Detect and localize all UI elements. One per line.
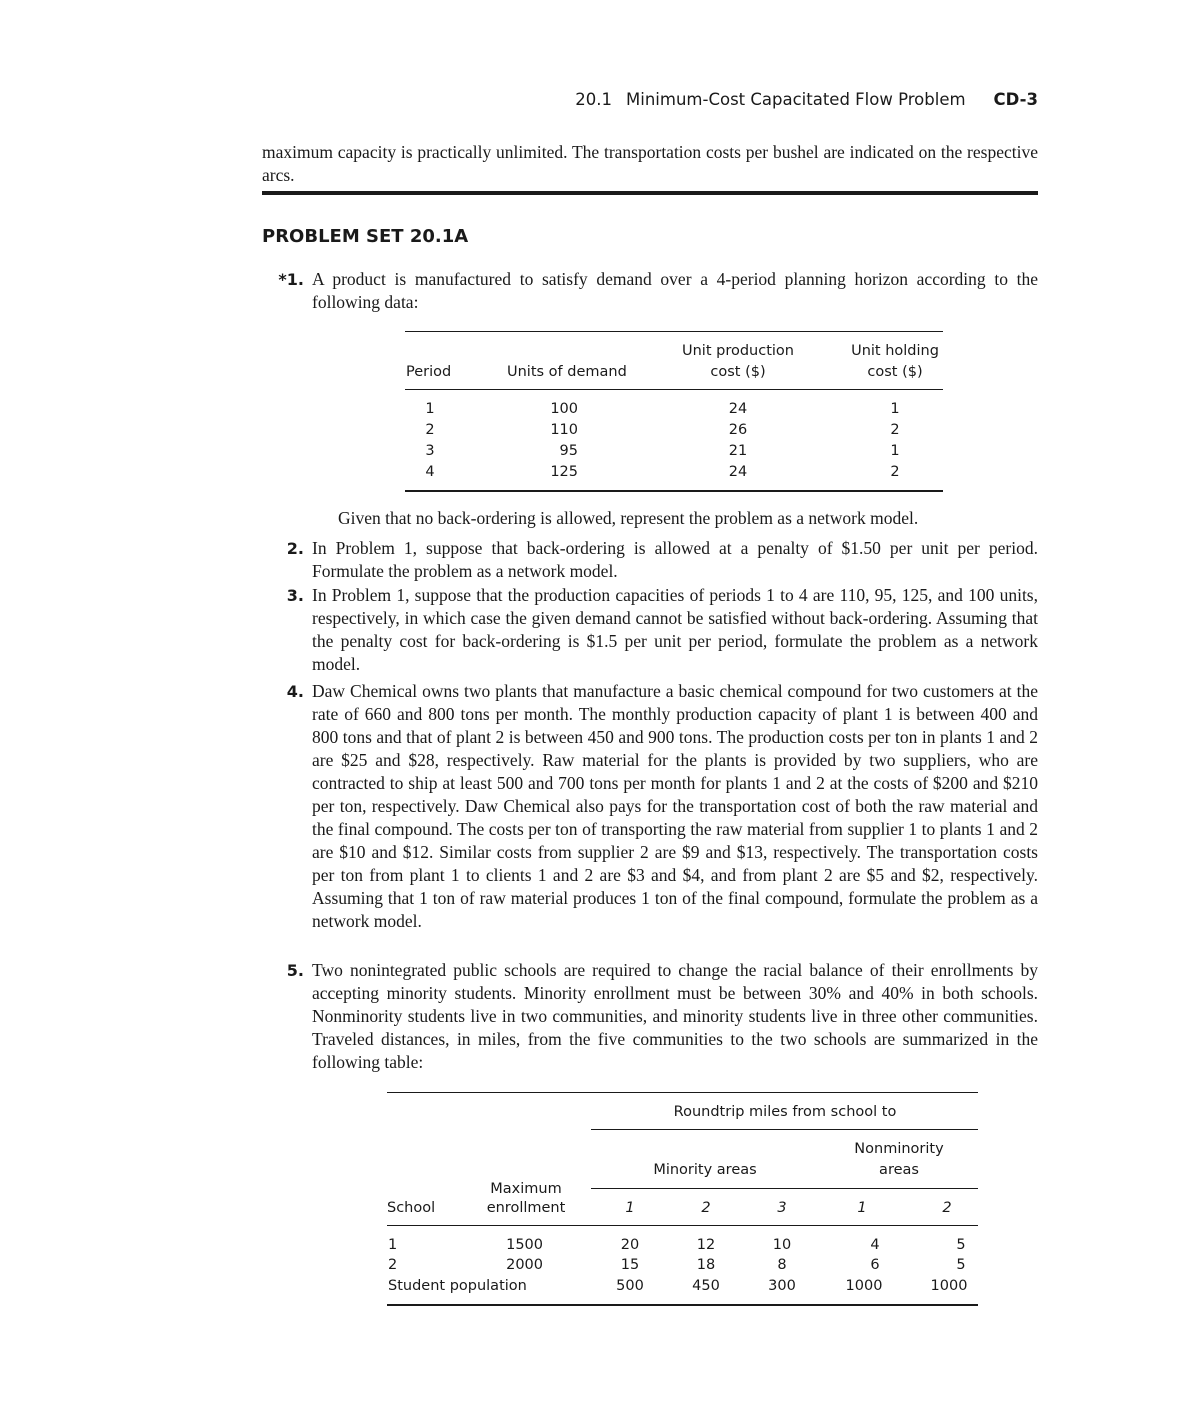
given-paragraph: Given that no back-ordering is allowed, represent the problem as a network model. [338,508,919,528]
header-cell: Nonminority [854,1141,944,1157]
table-cell: 2 [890,422,900,438]
table-bottom-rule [405,490,943,492]
table-cell: 1500 [506,1237,543,1253]
problem-set-title: PROBLEM SET 20.1A [262,226,469,247]
school-distance-table [387,1092,978,1310]
header-cell: cost ($) [867,364,923,380]
table-cell: 4 [870,1237,880,1253]
table-cell: 125 [550,464,578,480]
table-cell: 2 [425,422,435,438]
area-number: 2 [701,1200,711,1216]
header-cell: Units of demand [507,364,627,380]
table-cell: 95 [559,443,578,459]
problem-5 [262,959,1038,1074]
problem-text: A product is manufactured to satisfy demand over a 4-period planning horizon according to the following data: [312,269,1038,312]
problem-text: In Problem 1, suppose that the production capacities of periods 1 to 4 are 110, 95, 125, and 100 units, respectively, in which case the given demand cannot be satisfied without back-ordering. Assuming that the penalty cost for back-ordering is $1.5 per unit per period, formulate the problem as a network model. [312,585,1038,674]
table-cell: 26 [728,422,748,438]
area-number: 2 [942,1200,952,1216]
header-cell: Unit production [682,343,794,359]
problem-text: Two nonintegrated public schools are required to change the racial balance of their enrollments by accepting minority students. Minority enrollment must be between 30% and 40% in both schools. Nonminority students live in two communities, and minority students live in three other communities. Traveled distances, in miles, from the five communities to the two schools are summarized in the following table: [312,960,1038,1072]
table-subheader-rule [591,1129,978,1130]
area-number: 3 [777,1200,787,1216]
header-cell: School [387,1200,436,1216]
table-cell: 1 [890,443,900,459]
problem-2 [262,537,1038,583]
header-cell: cost ($) [710,364,766,380]
table-cell: 3 [425,443,435,459]
table-cell: 5 [956,1237,966,1253]
table-area-rule [591,1188,978,1189]
table-header-rule [405,389,943,390]
table-cell: 2 [388,1257,398,1273]
area-number: 1 [857,1200,867,1216]
table-cell: 20 [620,1237,640,1253]
problem-number: *1. [278,270,304,289]
problem-number: 2. [286,539,304,558]
table-cell: 18 [696,1257,716,1273]
problem-number: 3. [286,586,304,605]
problem-4 [262,680,1038,933]
section-number: 20.1 [575,90,613,109]
problem-3 [262,584,1038,676]
table-cell: 10 [772,1237,792,1253]
section-title: Minimum-Cost Capacitated Flow Problem [626,90,966,109]
table-cell: 300 [768,1278,796,1294]
table-cell: 1 [425,401,435,417]
intro-paragraph: maximum capacity is practically unlimited. The transportation costs per bushel are indicated on the respective arcs. [262,142,1038,185]
table-cell: 1 [388,1237,398,1253]
header-cell: Roundtrip miles from school to [673,1104,897,1120]
table-cell: Student population [388,1278,527,1294]
table-cell: 15 [620,1257,640,1273]
table-bottom-rule [387,1304,978,1306]
table-cell: 2 [890,464,900,480]
table-cell: 6 [870,1257,880,1273]
table-cell: 450 [692,1278,720,1294]
table-cell: 1 [890,401,900,417]
header-cell: Maximum [490,1181,562,1197]
table-cell: 12 [696,1237,716,1253]
table-cell: 2000 [506,1257,543,1273]
problem-text: Daw Chemical owns two plants that manufacture a basic chemical compound for two customers at the rate of 660 and 800 tons per month. The monthly production capacity of plant 1 is between 400 and 800 tons and that of plant 2 is between 450 and 900 tons. The production costs per ton in plants 1 and 2 are $25 and $28, respectively. Raw material for the plants is provided by two suppliers, who are contracted to ship at least 500 and 700 tons per month for plants 1 and 2 at the costs of $200 and $210 per ton, respectively. Daw Chemical also pays for the transportation cost of both the raw material and the final compound. The costs per ton of transporting the raw material from supplier 1 to plants 1 and 2 are $10 and $12. Similar costs from supplier 2 are $9 and $13, respectively. The transportation costs per ton from plant 1 to clients 1 and 2 are $3 and $4, and from plant 2 are $5 and $2, respectively. Assuming that 1 ton of raw material produces 1 ton of the final compound, formulate the problem as a network model. [312,681,1038,931]
page-number: CD-3 [993,90,1038,109]
problem-number: 5. [286,961,304,980]
table-cell: 100 [550,401,578,417]
problem-1 [262,268,1038,314]
table-cell: 4 [425,464,435,480]
problem-text: In Problem 1, suppose that back-ordering is allowed at a penalty of $1.50 per unit per period. Formulate the problem as a network model. [312,538,1038,581]
table-cell: 5 [956,1257,966,1273]
demand-table [405,331,943,494]
running-head [262,90,1038,109]
problem-number: 4. [286,682,304,701]
table-top-rule [387,1092,978,1093]
table-cell: 1000 [930,1278,968,1294]
table-cell: 24 [728,464,748,480]
section-divider [262,191,1038,195]
header-cell: Period [406,364,452,380]
header-cell: Unit holding [851,343,939,359]
table-cell: 500 [616,1278,644,1294]
header-cell: enrollment [486,1200,566,1216]
table-cell: 1000 [845,1278,883,1294]
header-cell: Minority areas [653,1162,757,1178]
table-cell: 8 [777,1257,787,1273]
table-cell: 110 [550,422,578,438]
table-cell: 21 [728,443,748,459]
header-cell: areas [879,1162,919,1178]
table-header-rule [387,1225,978,1226]
area-number: 1 [625,1200,635,1216]
table-cell: 24 [728,401,748,417]
table-top-rule [405,331,943,332]
